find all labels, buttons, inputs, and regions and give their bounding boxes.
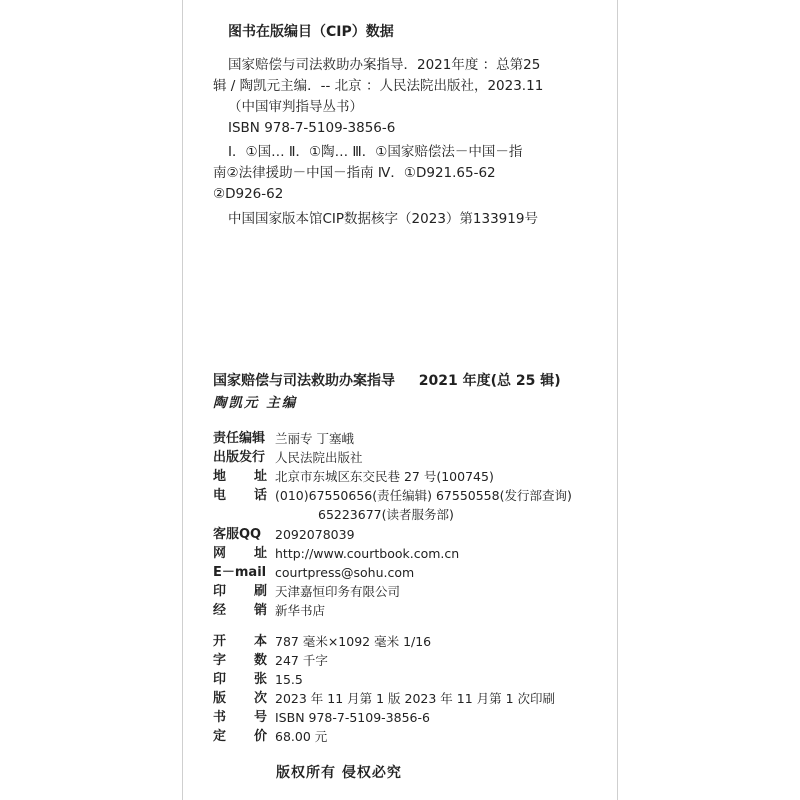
spec-label: 定 价 [213,729,267,744]
book-edition: 2021 年度(总 25 辑) [418,373,561,389]
publishing-value: 新华书店 [275,603,326,618]
publishing-value: 2092078039 [275,527,355,542]
publishing-label: 网 址 [213,546,267,561]
cip-subject-line2: 南②法律援助－中国－指南 Ⅳ．①D921.65-62 [213,165,496,181]
publishing-value: 人民法院出版社 [275,450,363,465]
cip-record-number: 中国国家版本馆CIP数据核字（2023）第133919号 [228,211,538,227]
publishing-value: 天津嘉恒印务有限公司 [275,584,401,599]
spec-label: 印 张 [213,672,267,687]
publishing-value: 兰丽专 丁塞峨 [275,431,354,446]
publishing-label: 责任编辑 [213,431,266,446]
publishing-label: 地 址 [213,469,267,484]
publishing-label: 印 刷 [213,584,267,599]
publishing-label: 电 话 [213,488,267,503]
book-editor: 陶凯元 主编 [213,395,298,411]
spec-label: 书 号 [213,710,267,725]
cip-header: 图书在版编目（CIP）数据 [228,24,394,40]
spec-value: 68.00 元 [275,729,328,744]
spec-label: 开 本 [213,634,267,649]
cip-entry-line3: （中国审判指导丛书） [228,99,363,115]
publishing-value: http://www.courtbook.com.cn [275,546,460,561]
copyright-notice: 版权所有 侵权必究 [276,765,402,781]
book-title [213,373,561,389]
spec-value: 787 毫米×1092 毫米 1/16 [275,634,432,649]
publishing-value: (010)67550656(责任编辑) 67550558(发行部查询) [275,488,572,503]
spec-value: ISBN 978-7-5109-3856-6 [275,710,430,725]
publishing-value: 65223677(读者服务部) [318,507,454,522]
publishing-label: E－mail [213,565,267,580]
spec-label: 版 次 [213,691,267,706]
publishing-value: courtpress@sohu.com [275,565,415,580]
cip-entry-line2: 辑 / 陶凯元主编．-- 北京 ：人民法院出版社，2023.11 [213,78,544,94]
spec-label: 字 数 [213,653,267,668]
spec-value: 247 千字 [275,653,328,668]
cip-subject-line3: ②D926-62 [213,186,284,202]
publishing-label: 经 销 [213,603,267,618]
publishing-label: 出版发行 [213,450,266,465]
cip-entry-line1: 国家赔偿与司法救助办案指导．2021年度 ：总第25 [228,57,541,73]
cip-subject-line1: Ⅰ．①国… Ⅱ．①陶… Ⅲ．①国家赔偿法－中国－指 [228,144,523,160]
spec-value: 15.5 [275,672,303,687]
book-title-text: 国家赔偿与司法救助办案指导 [213,373,395,389]
cip-isbn: ISBN 978-7-5109-3856-6 [228,120,396,136]
publishing-value: 北京市东城区东交民巷 27 号(100745) [275,469,494,484]
spec-value: 2023 年 11 月第 1 版 2023 年 11 月第 1 次印刷 [275,691,556,706]
publishing-label: 客服QQ [213,527,262,542]
